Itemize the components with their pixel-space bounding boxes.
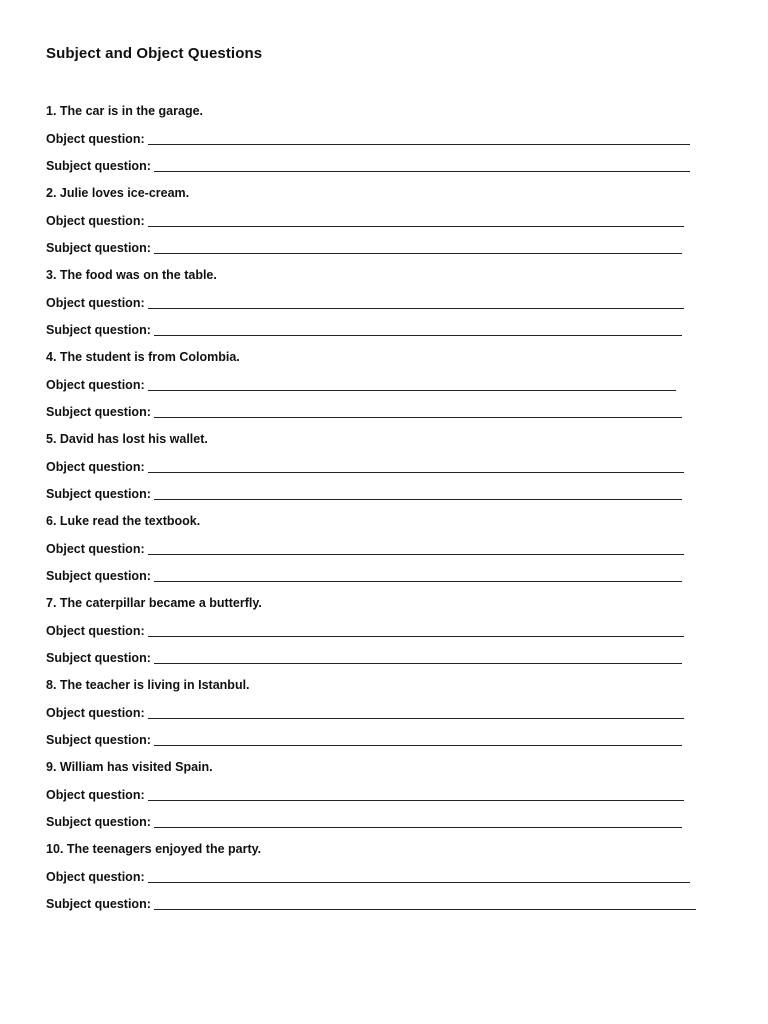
exercise-item-7: [46, 594, 706, 676]
exercise-item-2: [46, 184, 706, 266]
subject-question-label: Subject question:: [46, 569, 151, 583]
exercise-sentence: 4. The student is from Colombia.: [46, 350, 240, 364]
subject-answer-line[interactable]: [154, 745, 682, 746]
subject-answer-line[interactable]: [154, 581, 682, 582]
subject-question-label: Subject question:: [46, 815, 151, 829]
object-answer-line[interactable]: [148, 800, 684, 801]
object-question-label: Object question:: [46, 378, 145, 392]
object-answer-line[interactable]: [148, 882, 690, 883]
subject-answer-line[interactable]: [154, 909, 696, 910]
object-answer-line[interactable]: [148, 718, 684, 719]
exercise-sentence: 7. The caterpillar became a butterfly.: [46, 596, 262, 610]
subject-question-row: [46, 485, 682, 503]
object-answer-line[interactable]: [148, 554, 684, 555]
exercise-item-6: [46, 512, 706, 594]
object-answer-line[interactable]: [148, 226, 684, 227]
exercise-sentence: 3. The food was on the table.: [46, 268, 217, 282]
subject-question-label: Subject question:: [46, 897, 151, 911]
object-question-row: [46, 704, 684, 722]
object-question-label: Object question:: [46, 788, 145, 802]
object-question-row: [46, 622, 684, 640]
object-question-row: [46, 130, 690, 148]
object-question-label: Object question:: [46, 542, 145, 556]
subject-answer-line[interactable]: [154, 253, 682, 254]
exercise-sentence: 5. David has lost his wallet.: [46, 432, 208, 446]
object-question-row: [46, 376, 676, 394]
exercise-item-3: [46, 266, 706, 348]
subject-question-row: [46, 567, 682, 585]
object-answer-line[interactable]: [148, 308, 684, 309]
object-question-label: Object question:: [46, 624, 145, 638]
exercise-sentence: 10. The teenagers enjoyed the party.: [46, 842, 262, 856]
subject-answer-line[interactable]: [154, 663, 682, 664]
object-question-row: [46, 458, 684, 476]
object-question-label: Object question:: [46, 296, 145, 310]
object-answer-line[interactable]: [148, 472, 684, 473]
subject-answer-line[interactable]: [154, 417, 682, 418]
subject-question-label: Subject question:: [46, 405, 151, 419]
object-question-row: [46, 786, 684, 804]
exercise-item-4: [46, 348, 706, 430]
exercise-sentence: 8. The teacher is living in Istanbul.: [46, 678, 250, 692]
exercise-item-1: [46, 102, 706, 184]
subject-question-label: Subject question:: [46, 241, 151, 255]
subject-question-row: [46, 157, 690, 175]
object-answer-line[interactable]: [148, 144, 690, 145]
subject-question-row: [46, 649, 682, 667]
exercise-item-8: [46, 676, 706, 758]
page-title: Subject and Object Questions: [46, 45, 263, 62]
subject-question-row: [46, 895, 696, 913]
object-question-label: Object question:: [46, 870, 145, 884]
exercise-list: [46, 102, 706, 922]
subject-question-row: [46, 813, 682, 831]
object-question-label: Object question:: [46, 706, 145, 720]
object-question-label: Object question:: [46, 460, 145, 474]
object-answer-line[interactable]: [148, 390, 676, 391]
subject-question-label: Subject question:: [46, 323, 151, 337]
exercise-item-10: [46, 840, 706, 922]
subject-question-row: [46, 239, 682, 257]
subject-question-label: Subject question:: [46, 487, 151, 501]
subject-answer-line[interactable]: [154, 335, 682, 336]
subject-question-row: [46, 321, 682, 339]
object-question-label: Object question:: [46, 132, 145, 146]
object-question-row: [46, 540, 684, 558]
subject-question-label: Subject question:: [46, 733, 151, 747]
object-question-row: [46, 868, 690, 886]
exercise-sentence: 6. Luke read the textbook.: [46, 514, 201, 528]
exercise-sentence: 1. The car is in the garage.: [46, 104, 204, 118]
subject-answer-line[interactable]: [154, 827, 682, 828]
subject-answer-line[interactable]: [154, 171, 690, 172]
subject-question-label: Subject question:: [46, 651, 151, 665]
object-question-row: [46, 212, 684, 230]
object-question-label: Object question:: [46, 214, 145, 228]
subject-answer-line[interactable]: [154, 499, 682, 500]
exercise-sentence: 2. Julie loves ice-cream.: [46, 186, 190, 200]
exercise-item-5: [46, 430, 706, 512]
object-question-row: [46, 294, 684, 312]
exercise-sentence: 9. William has visited Spain.: [46, 760, 213, 774]
subject-question-row: [46, 403, 682, 421]
subject-question-row: [46, 731, 682, 749]
object-answer-line[interactable]: [148, 636, 684, 637]
subject-question-label: Subject question:: [46, 159, 151, 173]
exercise-item-9: [46, 758, 706, 840]
